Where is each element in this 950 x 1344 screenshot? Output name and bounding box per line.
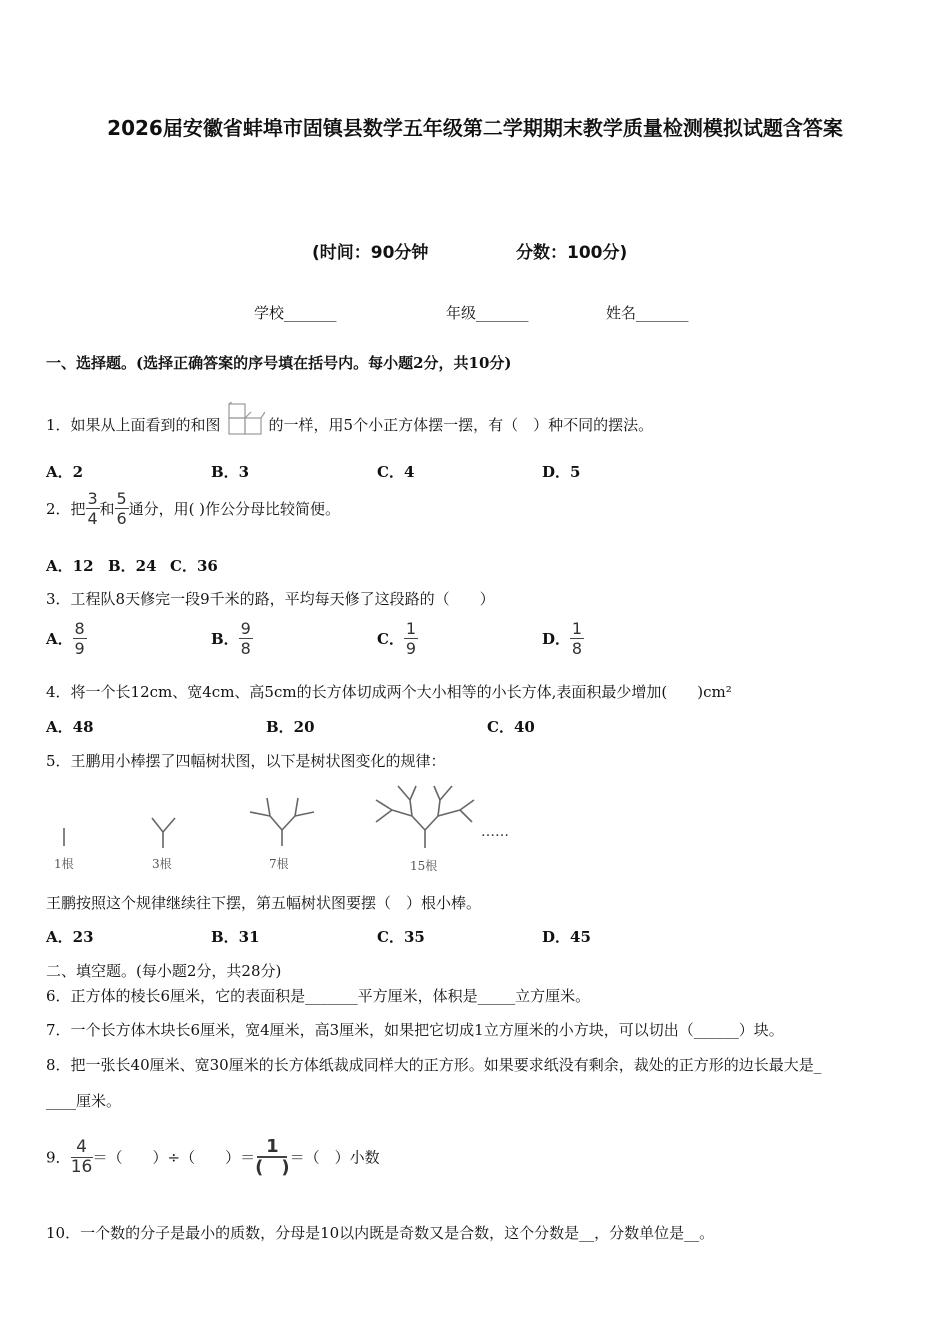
q4-option-b[interactable]: B．20: [266, 718, 315, 736]
q3-option-a[interactable]: A． $\frac{8}{9}$: [46, 619, 85, 658]
grade-field: 年级_______: [446, 304, 529, 322]
q2-option-b[interactable]: B．24: [108, 557, 157, 575]
q2-option-c[interactable]: C．36: [170, 557, 218, 575]
tree-figures: [40, 780, 530, 880]
question-7: 7．一个长方体木块长6厘米，宽4厘米，高3厘米，如果把它切成1立方厘米的小方块，可以切出（______）块。: [46, 1021, 784, 1039]
fraction-5-6: $\frac{5}{6}$: [116, 489, 127, 528]
question-5: 5．王鹏用小棒摆了四幅树状图，以下是树状图变化的规律：: [46, 752, 446, 770]
question-5-follow: 王鹏按照这个规律继续往下摆，第五幅树状图要摆（ ）根小棒。: [46, 894, 482, 912]
tree-3-label: 7根: [269, 857, 289, 871]
q1-option-a[interactable]: A．2: [46, 463, 84, 481]
tree-ellipsis: ……: [481, 824, 509, 840]
fraction-3-4: $\frac{3}{4}$: [87, 489, 98, 528]
tree-3: [250, 798, 314, 846]
question-9: 9． $\frac{4}{16}$ ＝（ ）÷（ ）＝ $\frac{1}{( )}$ ＝（ ）小数: [46, 1136, 380, 1178]
q4-option-c[interactable]: C．40: [487, 718, 535, 736]
q3-option-d[interactable]: D． $\frac{1}{8}$: [542, 619, 583, 658]
tree-2-label: 3根: [152, 857, 172, 871]
question-8-line-2: ____厘米。: [46, 1092, 122, 1110]
q5-option-d[interactable]: D．45: [542, 928, 591, 946]
tree-1-label: 1根: [54, 857, 74, 871]
question-2: 2．把 $\frac{3}{4}$ 和 $\frac{5}{6}$ 通分，用( )作公分母比较简便。: [46, 489, 341, 528]
tree-4: [376, 786, 474, 848]
exam-score: 分数：100分): [516, 243, 628, 263]
cube-top-view-figure: [225, 402, 265, 442]
question-6: 6．正方体的棱长6厘米，它的表面积是_______平方厘米，体积是_____立方厘米。: [46, 987, 591, 1005]
q3-option-c[interactable]: C． $\frac{1}{9}$: [377, 619, 417, 658]
question-3: 3．工程队8天修完一段9千米的路，平均每天修了这段路的（ ）: [46, 590, 495, 608]
question-1: 1．如果从上面看到的和图 的一样，用5个小正方体摆一摆，有（ ）种不同的摆法。: [46, 402, 653, 442]
name-field: 姓名_______: [606, 304, 689, 322]
q1-option-b[interactable]: B．3: [211, 463, 250, 481]
q2-option-a[interactable]: A．12: [46, 557, 94, 575]
q4-option-a[interactable]: A．48: [46, 718, 94, 736]
fraction-1-blank: $\frac{1}{( )}$: [255, 1136, 290, 1178]
q1-option-c[interactable]: C．4: [377, 463, 415, 481]
tree-4-label: 15根: [410, 859, 438, 873]
exam-time: (时间：90分钟: [312, 243, 429, 263]
q5-option-a[interactable]: A．23: [46, 928, 94, 946]
q5-option-c[interactable]: C．35: [377, 928, 425, 946]
q3-option-b[interactable]: B． $\frac{9}{8}$: [211, 619, 251, 658]
q1-option-d[interactable]: D．5: [542, 463, 581, 481]
page-title: 2026届安徽省蚌埠市固镇县数学五年级第二学期期末教学质量检测模拟试题含答案: [107, 116, 843, 140]
q5-option-b[interactable]: B．31: [211, 928, 260, 946]
fraction-4-16: $\frac{4}{16}$: [70, 1136, 93, 1177]
question-10: 10．一个数的分子是最小的质数，分母是10以内既是奇数又是合数，这个分数是__，分数单位是__。: [46, 1224, 715, 1242]
school-field: 学校_______: [254, 304, 337, 322]
section-2-heading: 二、填空题。(每小题2分，共28分): [46, 962, 282, 980]
tree-2: [152, 818, 175, 848]
question-4: 4．将一个长12cm、宽4cm、高5cm的长方体切成两个大小相等的小长方体,表面积最少增加( )cm²: [46, 683, 732, 701]
question-8-line-1: 8．把一张长40厘米、宽30厘米的长方体纸裁成同样大的正方形。如果要求纸没有剩余，裁处的正方形的边长最大是_: [46, 1056, 822, 1074]
section-1-heading: 一、选择题。(选择正确答案的序号填在括号内。每小题2分，共10分): [46, 354, 512, 372]
